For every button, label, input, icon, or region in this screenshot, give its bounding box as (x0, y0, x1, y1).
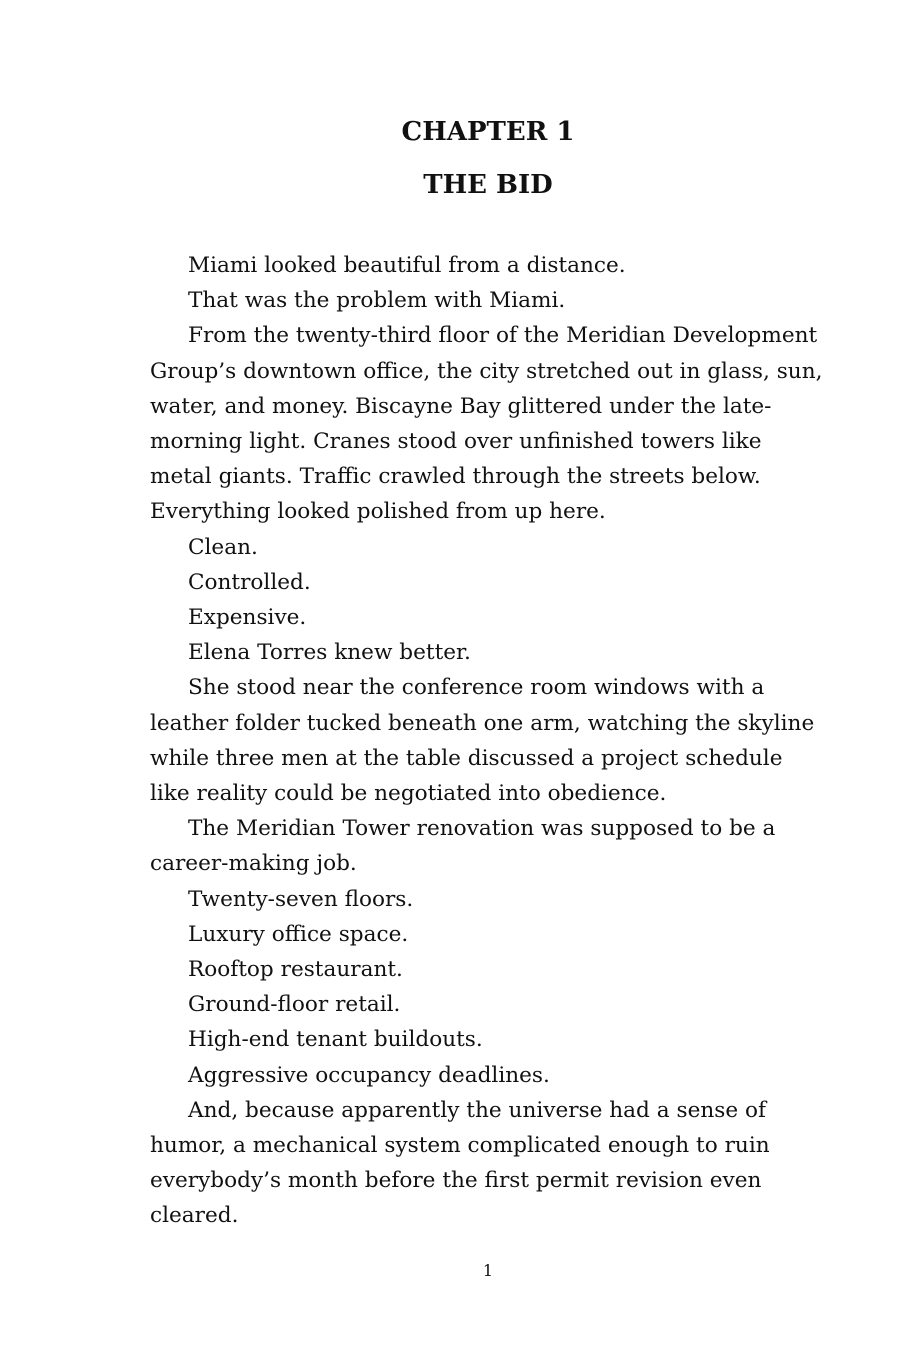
paragraph: That was the problem with Miami. (188, 288, 566, 314)
paragraph: High-end tenant buildouts. (188, 1027, 483, 1053)
paragraph: Aggressive occupancy deadlines. (188, 1062, 550, 1088)
paragraph: Expensive. (188, 605, 307, 631)
paragraph: Elena Torres knew better. (188, 640, 471, 666)
paragraph: Luxury office space. (188, 921, 409, 947)
paragraph: And, because apparently the universe had a sense of humor, a mechanical system complicated enough to ruin everybody’s month before the first permit revision even cleared. (150, 1097, 770, 1229)
paragraph: Miami looked beautiful from a distance. (188, 253, 626, 278)
chapter-body (150, 248, 826, 1234)
paragraph: Clean. (188, 534, 258, 560)
paragraph: The Meridian Tower renovation was supposed to be a career-making job. (150, 816, 776, 877)
paragraph: Ground-floor retail. (188, 992, 401, 1018)
page-number: 1 (482, 1261, 494, 1280)
book-page (150, 0, 826, 1353)
chapter-label: CHAPTER 1 (401, 117, 575, 147)
paragraph: Controlled. (188, 569, 311, 595)
chapter-title: THE BID (423, 170, 553, 200)
paragraph: Rooftop restaurant. (188, 957, 403, 983)
paragraph: She stood near the conference room windows with a leather folder tucked beneath one arm, watching the skyline while three men at the table discussed a project schedule like reality could be negotiated into obedience. (150, 675, 815, 807)
paragraph: From the twenty-third floor of the Meridian Development Group’s downtown office, the city stretched out in glass, sun, water, and money. Biscayne Bay glittered under the late-morning light. Cranes stood over unfinished towers like metal giants. Traffic crawled through the streets below. Everything looked polished from up here. (150, 323, 823, 525)
paragraph: Twenty-seven floors. (188, 886, 414, 912)
